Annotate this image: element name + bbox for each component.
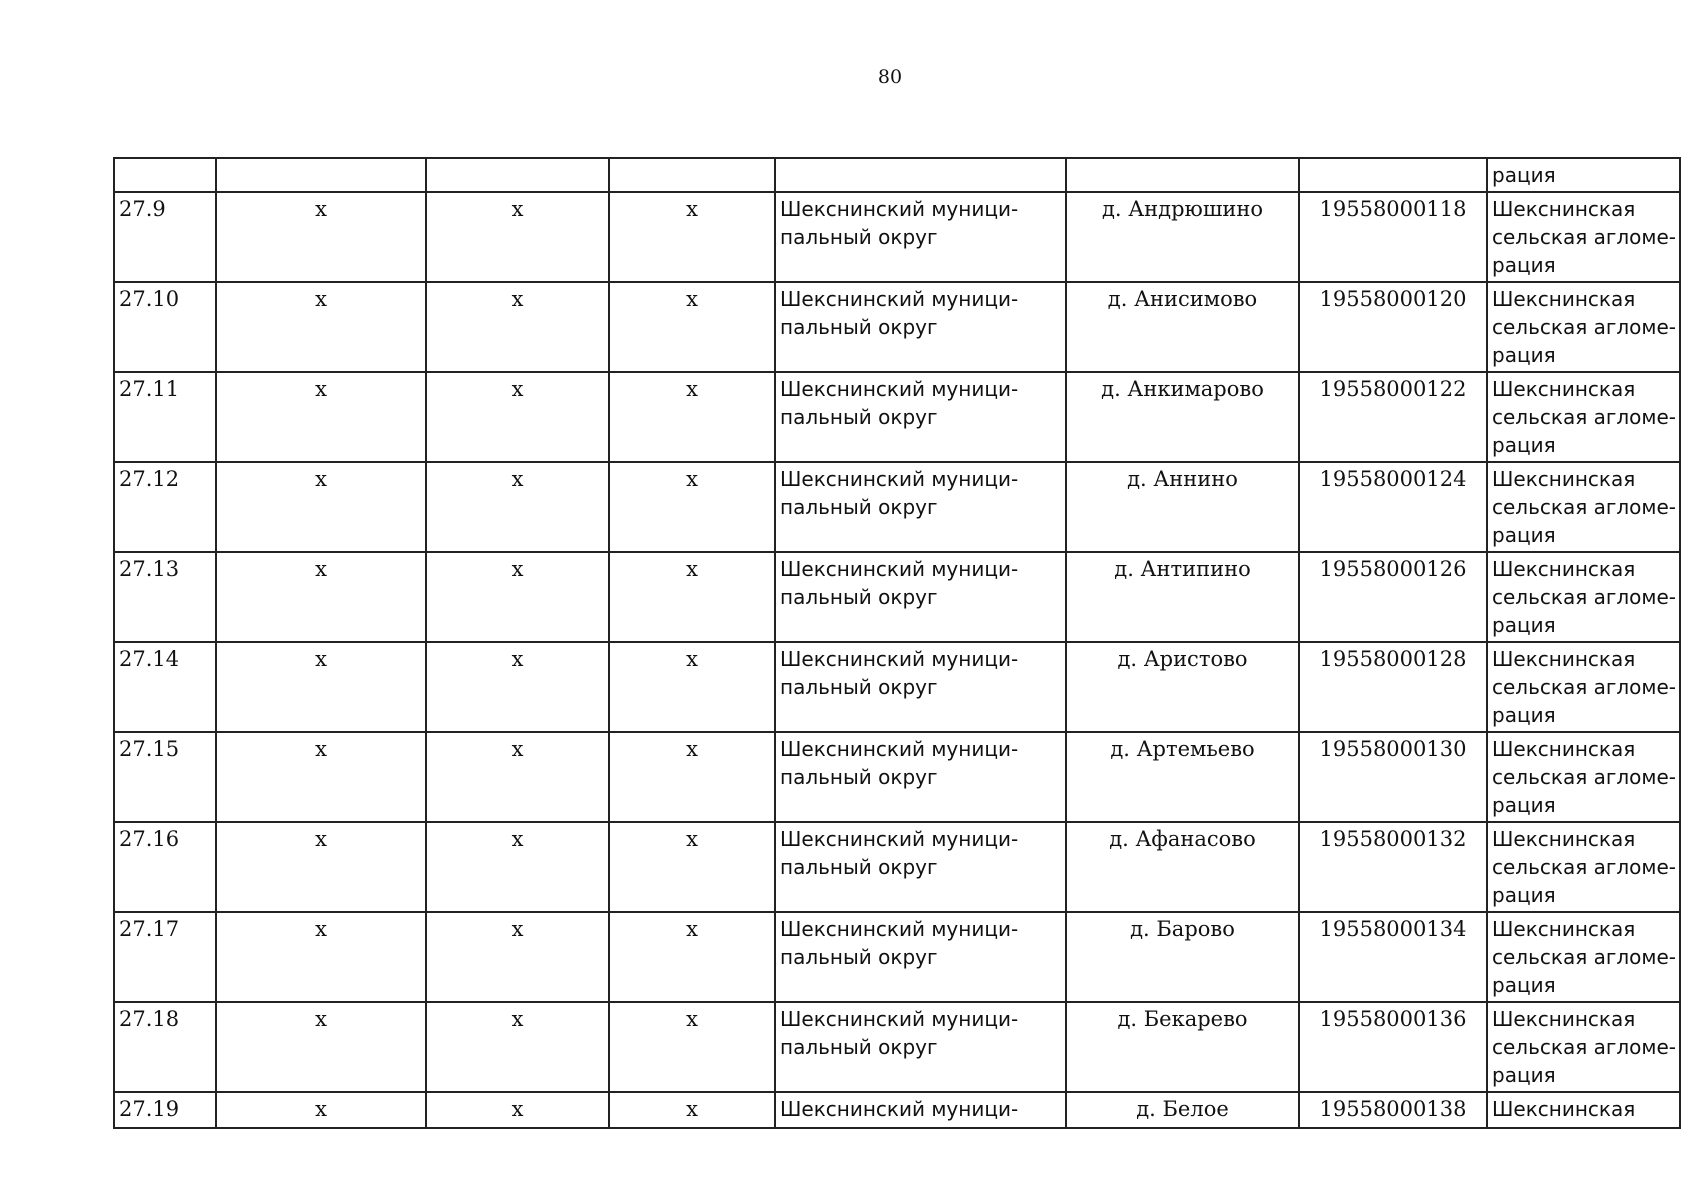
municipality-cell (775, 552, 1066, 642)
table-row (114, 282, 1680, 372)
municipality-line: Шекснинский муници- (780, 287, 1019, 311)
settlement-cell: д. Аннино (1066, 462, 1299, 552)
mark-cell: х (426, 282, 609, 372)
agglomeration-cell (1487, 912, 1680, 1002)
row-number: 27.16 (114, 822, 216, 912)
table-row (114, 822, 1680, 912)
table-row (114, 192, 1680, 282)
settlement-cell: д. Анкимарово (1066, 372, 1299, 462)
continuation-row (114, 158, 1680, 192)
mark-cell: х (216, 552, 426, 642)
municipality-line: пальный округ (780, 315, 938, 339)
oktmo-code-cell: 19558000128 (1299, 642, 1487, 732)
municipality-cell (775, 192, 1066, 282)
municipality-line: Шекснинский муници- (780, 467, 1019, 491)
municipality-cell (775, 282, 1066, 372)
agglomeration-line: Шекснинская (1492, 377, 1636, 401)
mark-cell: х (216, 282, 426, 372)
agglomeration-cell (1487, 192, 1680, 282)
mark-cell: х (609, 552, 775, 642)
agglomeration-line: сельская агломе- (1492, 315, 1676, 339)
agglomeration-line: сельская агломе- (1492, 675, 1676, 699)
row-number: 27.19 (114, 1092, 216, 1128)
agglomeration-line: Шекснинская (1492, 1097, 1636, 1121)
table-row (114, 732, 1680, 822)
municipality-line: Шекснинский муници- (780, 737, 1019, 761)
municipality-cell (775, 822, 1066, 912)
agglomeration-cell (1487, 822, 1680, 912)
mark-cell: х (426, 372, 609, 462)
agglomeration-line: рация (1492, 1063, 1556, 1087)
municipality-line: пальный округ (780, 495, 938, 519)
mark-cell: х (609, 462, 775, 552)
agglomeration-line: рация (1492, 793, 1556, 817)
table-row (114, 372, 1680, 462)
row-number: 27.18 (114, 1002, 216, 1092)
agglomeration-cell (1487, 732, 1680, 822)
agglomeration-cell (1487, 1002, 1680, 1092)
agglomeration-cell (1487, 462, 1680, 552)
mark-cell: х (216, 1002, 426, 1092)
mark-cell: х (216, 822, 426, 912)
mark-cell: х (216, 462, 426, 552)
agglomeration-line: сельская агломе- (1492, 495, 1676, 519)
municipality-line: Шекснинский муници- (780, 377, 1019, 401)
municipality-line: пальный округ (780, 225, 938, 249)
table-row (114, 912, 1680, 1002)
row-number: 27.13 (114, 552, 216, 642)
mark-cell: х (609, 912, 775, 1002)
agglomeration-line: сельская агломе- (1492, 945, 1676, 969)
table-row (114, 1002, 1680, 1092)
oktmo-code-cell: 19558000136 (1299, 1002, 1487, 1092)
mark-cell: х (426, 462, 609, 552)
agglomeration-line: Шекснинская (1492, 827, 1636, 851)
settlement-cell: д. Андрюшино (1066, 192, 1299, 282)
table-row (114, 552, 1680, 642)
settlement-cell: д. Артемьево (1066, 732, 1299, 822)
agglomeration-line: рация (1492, 433, 1556, 457)
agglomeration-line: рация (1492, 523, 1556, 547)
mark-cell: х (216, 642, 426, 732)
mark-cell: х (609, 642, 775, 732)
agglomeration-tail: рация (1492, 163, 1556, 187)
municipality-line: Шекснинский муници- (780, 1097, 1019, 1121)
agglomeration-line: сельская агломе- (1492, 225, 1676, 249)
empty-cell (114, 158, 216, 192)
row-number: 27.11 (114, 372, 216, 462)
row-number: 27.15 (114, 732, 216, 822)
agglomeration-line: Шекснинская (1492, 737, 1636, 761)
empty-cell (1299, 158, 1487, 192)
mark-cell: х (609, 372, 775, 462)
agglomeration-cell (1487, 1092, 1680, 1128)
settlement-cell: д. Барово (1066, 912, 1299, 1002)
municipality-line: пальный округ (780, 1035, 938, 1059)
municipality-cell (775, 462, 1066, 552)
municipality-line: Шекснинский муници- (780, 197, 1019, 221)
page-number: 80 (877, 66, 903, 88)
municipality-line: Шекснинский муници- (780, 557, 1019, 581)
settlement-cell: д. Бекарево (1066, 1002, 1299, 1092)
agglomeration-line: Шекснинская (1492, 287, 1636, 311)
agglomeration-line: рация (1492, 613, 1556, 637)
mark-cell: х (426, 732, 609, 822)
mark-cell: х (609, 732, 775, 822)
mark-cell: х (216, 732, 426, 822)
oktmo-code-cell: 19558000120 (1299, 282, 1487, 372)
agglomeration-cell (1487, 642, 1680, 732)
row-number: 27.9 (114, 192, 216, 282)
agglomeration-line: рация (1492, 883, 1556, 907)
municipality-line: пальный округ (780, 585, 938, 609)
agglomeration-line: Шекснинская (1492, 647, 1636, 671)
municipality-line: Шекснинский муници- (780, 917, 1019, 941)
agglomeration-line: сельская агломе- (1492, 1035, 1676, 1059)
municipality-line: пальный округ (780, 405, 938, 429)
agglomeration-line: сельская агломе- (1492, 765, 1676, 789)
mark-cell: х (216, 912, 426, 1002)
oktmo-code-cell: 19558000132 (1299, 822, 1487, 912)
mark-cell: х (426, 192, 609, 282)
municipality-line: Шекснинский муници- (780, 647, 1019, 671)
agglomeration-line: рация (1492, 343, 1556, 367)
agglomeration-line: сельская агломе- (1492, 405, 1676, 429)
oktmo-code-cell: 19558000126 (1299, 552, 1487, 642)
row-number: 27.14 (114, 642, 216, 732)
municipality-cell (775, 372, 1066, 462)
table-row (114, 642, 1680, 732)
municipality-cell (775, 1092, 1066, 1128)
oktmo-code-cell: 19558000138 (1299, 1092, 1487, 1128)
settlement-cell: д. Антипино (1066, 552, 1299, 642)
municipality-cell (775, 732, 1066, 822)
municipality-line: пальный округ (780, 945, 938, 969)
municipality-line: Шекснинский муници- (780, 1007, 1019, 1031)
table-row (114, 462, 1680, 552)
mark-cell: х (426, 822, 609, 912)
agglomeration-line: рация (1492, 973, 1556, 997)
mark-cell: х (216, 372, 426, 462)
row-number: 27.10 (114, 282, 216, 372)
agglomeration-line: Шекснинская (1492, 557, 1636, 581)
mark-cell: х (609, 282, 775, 372)
empty-cell (1066, 158, 1299, 192)
oktmo-code-cell: 19558000118 (1299, 192, 1487, 282)
municipality-cell (775, 912, 1066, 1002)
agglomeration-cell (1487, 372, 1680, 462)
mark-cell: х (609, 1002, 775, 1092)
mark-cell: х (426, 642, 609, 732)
empty-cell (775, 158, 1066, 192)
mark-cell: х (426, 1092, 609, 1128)
municipality-cell (775, 1002, 1066, 1092)
mark-cell: х (216, 1092, 426, 1128)
settlement-cell: д. Анисимово (1066, 282, 1299, 372)
oktmo-code-cell: 19558000130 (1299, 732, 1487, 822)
empty-cell (426, 158, 609, 192)
mark-cell: х (609, 192, 775, 282)
table-row (114, 1092, 1680, 1128)
mark-cell: х (609, 822, 775, 912)
mark-cell: х (426, 1002, 609, 1092)
municipality-line: пальный округ (780, 765, 938, 789)
agglomeration-line: Шекснинская (1492, 467, 1636, 491)
settlements-table (113, 157, 1681, 1129)
agglomeration-line: сельская агломе- (1492, 855, 1676, 879)
municipality-line: пальный округ (780, 675, 938, 699)
municipality-cell (775, 642, 1066, 732)
row-number: 27.12 (114, 462, 216, 552)
oktmo-code-cell: 19558000124 (1299, 462, 1487, 552)
mark-cell: х (609, 1092, 775, 1128)
agglomeration-cell (1487, 158, 1680, 192)
agglomeration-line: сельская агломе- (1492, 585, 1676, 609)
row-number: 27.17 (114, 912, 216, 1002)
agglomeration-line: рация (1492, 703, 1556, 727)
empty-cell (216, 158, 426, 192)
agglomeration-line: Шекснинская (1492, 1007, 1636, 1031)
mark-cell: х (426, 552, 609, 642)
settlement-cell: д. Белое (1066, 1092, 1299, 1128)
municipality-line: пальный округ (780, 855, 938, 879)
agglomeration-cell (1487, 282, 1680, 372)
municipality-line: Шекснинский муници- (780, 827, 1019, 851)
agglomeration-cell (1487, 552, 1680, 642)
oktmo-code-cell: 19558000134 (1299, 912, 1487, 1002)
agglomeration-line: Шекснинская (1492, 917, 1636, 941)
oktmo-code-cell: 19558000122 (1299, 372, 1487, 462)
mark-cell: х (216, 192, 426, 282)
settlement-cell: д. Аристово (1066, 642, 1299, 732)
mark-cell: х (426, 912, 609, 1002)
agglomeration-line: Шекснинская (1492, 197, 1636, 221)
empty-cell (609, 158, 775, 192)
agglomeration-line: рация (1492, 253, 1556, 277)
settlement-cell: д. Афанасово (1066, 822, 1299, 912)
